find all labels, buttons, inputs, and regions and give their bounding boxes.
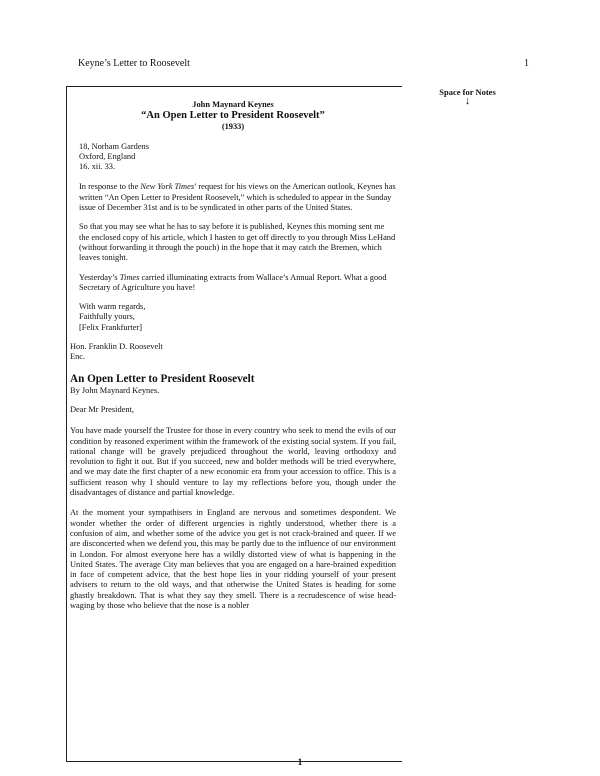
letter-byline: By John Maynard Keynes. — [70, 385, 160, 395]
memo-closing — [79, 302, 396, 333]
letter-salutation: Dear Mr President, — [70, 404, 134, 414]
author-name: John Maynard Keynes — [192, 100, 274, 109]
document-year: (1933) — [221, 122, 245, 132]
arrow-down-icon: ↓ — [464, 95, 471, 107]
footer-page-number: 1 — [297, 758, 303, 768]
enclosure-note: Enc. — [70, 352, 86, 362]
letter-title: An Open Letter to President Roosevelt — [70, 372, 255, 385]
address-line: Oxford, England — [79, 151, 136, 161]
signature: [Felix Frankfurter] — [79, 322, 143, 332]
address-line: 18, Norham Gardens — [79, 141, 150, 151]
cover-memo — [70, 142, 396, 333]
memo-paragraph: In response to the New York Times’ request for his views on the American outlook, Keynes has written “An Open Letter to President Roosevelt,” which is scheduled to appear in the Sunday issue of December 31st and is to be syndicated in other parts of the United States. — [79, 182, 396, 213]
letter-paragraph: At the moment your sympathisers in England are nervous and sometimes despondent. We wonder whether the order of different urgencies is rightly understood, whether there is a confusion of aim, and whether some of the advice you get is not crack-brained and queer. If we are disconcerted when we defend you, this may be partly due to the influence of our environment in London. For almost everyone here has a wildly distorted view of what is happening in the United States. The average City man believes that you are engaged on a hare-brained expedition in face of competent advice, that the best hope lies in your ridding yourself of your present advisers to return to the old ways, and that otherwise the United States is heading for some ghastly breakdown. That is what they say they smell. There is a recrudescence of wise head-waging by those who believe that the nose is a nobler — [70, 508, 396, 610]
closing-line: Faithfully yours, — [79, 312, 135, 322]
running-header-title: Keyne’s Letter to Roosevelt — [78, 58, 190, 69]
running-header-page-number: 1 — [524, 58, 529, 69]
memo-paragraph: So that you may see what he has to say before it is published, Keynes this morning sent me the enclosed copy of his article, which I hasten to get off directly to you through Miss LeHand (without forwarding it through the pouch) in the hope that it may catch the Bremen, which leaves tonight. — [79, 222, 396, 263]
letter-paragraph: You have made yourself the Trustee for those in every country who seek to mend the evils of our condition by reasoned experiment within the framework of the existing social system. If you fail, rational change will be gravely prejudiced throughout the world, leaving orthodoxy and revolution to fight it out. But if you succeed, new and bolder methods will be tried everywhere, and we may date the first chapter of a new economic era from your accession to office. This is a sufficient reason why I should venture to lay my reflections before you, though under the disadvantages of distance and partial knowledge. — [70, 426, 396, 498]
sender-address — [79, 142, 396, 173]
closing-line: With warm regards, — [79, 302, 146, 312]
document-body — [70, 100, 396, 621]
notes-label: Space for Notes — [439, 87, 496, 97]
recipient-name: Hon. Franklin D. Roosevelt — [70, 342, 163, 352]
document-title: “An Open Letter to President Roosevelt” — [141, 110, 325, 122]
memo-paragraph: Yesterday’s Times carried illuminating extracts from Wallace’s Annual Report. What a good Secretary of Agriculture you have! — [79, 272, 387, 292]
address-line: 16. xii. 33. — [79, 162, 116, 172]
